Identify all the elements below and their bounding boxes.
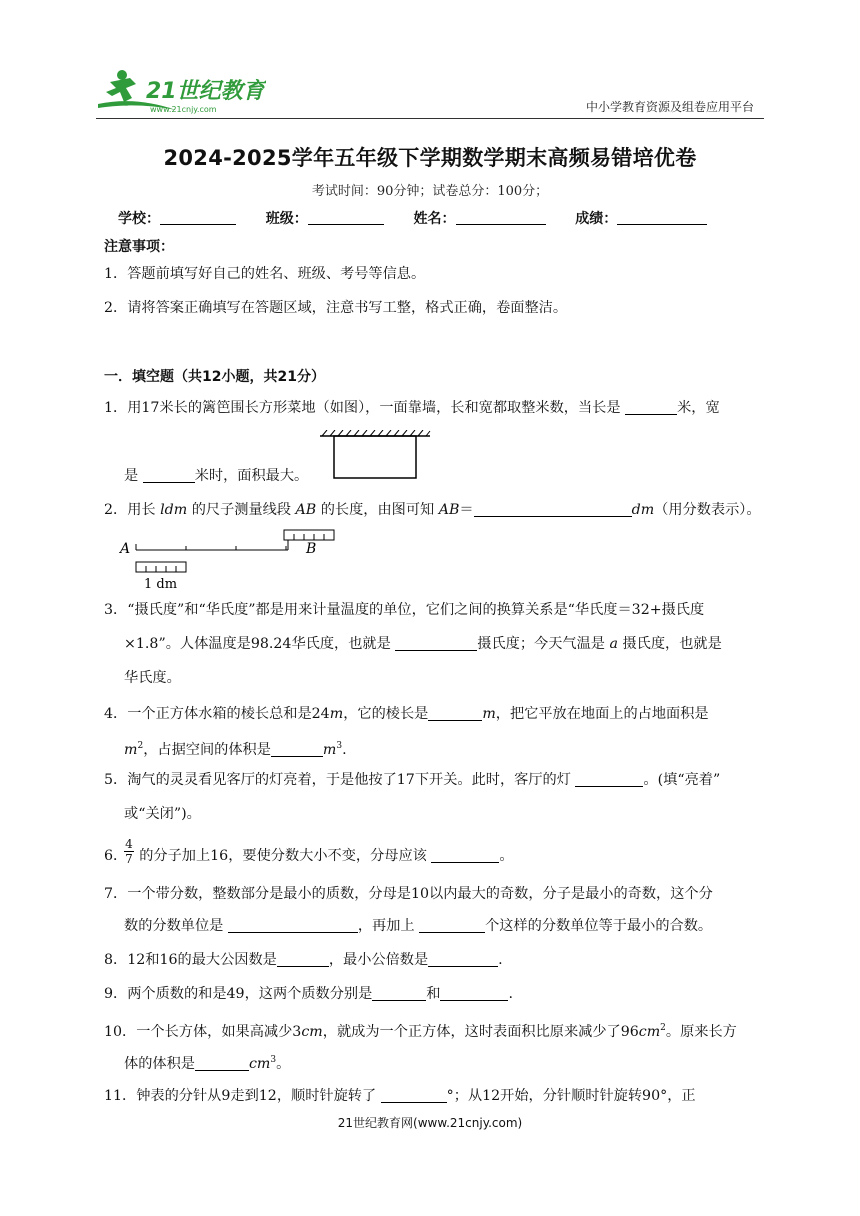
- school-field[interactable]: [160, 210, 236, 225]
- answer-blank[interactable]: [381, 1087, 447, 1103]
- question-4: 4．一个正方体水箱的棱长总和是24m，它的棱长是 m，把它平放在地面上的占地面积是: [104, 706, 709, 722]
- fence-figure: [318, 430, 434, 482]
- score-field[interactable]: [617, 210, 707, 225]
- question-5: 5．淘气的灵灵看见客厅的灯亮着，于是他按了17下开关。此时，客厅的灯 。(填“亮着”: [104, 772, 721, 788]
- section-heading: 一．填空题（共12小题，共21分）: [104, 369, 325, 385]
- point-b-label: B: [306, 541, 317, 557]
- answer-blank[interactable]: [419, 917, 485, 933]
- class-field[interactable]: [308, 210, 384, 225]
- answer-blank[interactable]: [474, 501, 632, 517]
- question-10: 10．一个长方体，如果高减少3cm，就成为一个正方体，这时表面积比原来减少了$96cm^2$。原来长方: [104, 1023, 737, 1040]
- answer-blank[interactable]: [395, 635, 477, 651]
- answer-blank[interactable]: [440, 985, 508, 1001]
- ruler-unit-label: 1 dm: [144, 577, 178, 592]
- point-a-label: A: [120, 541, 131, 557]
- note-item-1: 1．答题前填写好自己的姓名、班级、考号等信息。: [104, 266, 426, 282]
- answer-blank[interactable]: [271, 741, 323, 757]
- question-1-cont: 是 米时，面积最大。: [124, 468, 309, 484]
- header-divider: [96, 118, 764, 119]
- note-item-2: 2．请将答案正确填写在答题区域，注意书写工整，格式正确，卷面整洁。: [104, 300, 568, 316]
- score-label: 成绩：: [575, 211, 618, 227]
- logo-text: 21世纪教育: [146, 79, 265, 104]
- page-title: 2024-2025学年五年级下学期数学期末高频易错培优卷: [163, 146, 697, 170]
- answer-blank[interactable]: [372, 985, 426, 1001]
- question-5-cont: 或“关闭”)。: [124, 806, 201, 822]
- question-2: 2．用长 ldm 的尺子测量线段 AB 的长度，由图可知 AB＝ dm（用分数表示）。: [104, 502, 761, 518]
- question-11: 11．钟表的分针从9走到12，顺时针旋转了 °；从12开始，分针顺时针旋转90°，正: [104, 1088, 696, 1104]
- answer-blank[interactable]: [625, 399, 677, 415]
- fraction-4-7: 4 7: [125, 837, 133, 866]
- question-4-cont: $m^2$，占据空间的体积是 $m^3$.: [124, 741, 347, 758]
- class-label: 班级：: [265, 211, 308, 227]
- question-8: 8．12和16的最大公因数是 ，最小公倍数是 .: [104, 952, 503, 968]
- answer-blank[interactable]: [228, 917, 358, 933]
- ruler-figure: [118, 526, 348, 592]
- question-3: 3．“摄氏度”和“华氏度”都是用来计量温度的单位，它们之间的换算关系是“华氏度＝32+摄氏度: [104, 602, 705, 618]
- answer-blank[interactable]: [575, 771, 643, 787]
- question-3-cont: ×1.8”。人体温度是98.24华氏度，也就是 摄氏度；今天气温是 a 摄氏度，也就是: [124, 636, 722, 652]
- exam-subtitle: 考试时间：90分钟；试卷总分：100分；: [311, 184, 549, 199]
- answer-blank[interactable]: [428, 951, 498, 967]
- school-label: 学校：: [118, 211, 160, 227]
- question-6: 6． 的分子加上16，要使分数大小不变，分母应该 。: [104, 848, 514, 864]
- question-7-cont: 数的分数单位是 ，再加上 个这样的分数单位等于最小的合数。: [124, 918, 713, 934]
- question-1: 1．用17米长的篱笆围长方形菜地（如图），一面靠墙，长和宽都取整米数，当长是 米，宽: [104, 400, 720, 416]
- answer-blank[interactable]: [428, 705, 482, 721]
- answer-blank[interactable]: [431, 847, 499, 863]
- platform-label: 中小学教育资源及组卷应用平台: [585, 100, 754, 114]
- answer-blank[interactable]: [195, 1055, 249, 1071]
- page-footer: 21世纪教育网(www.21cnjy.com): [337, 1116, 523, 1130]
- question-3-end: 华氏度。: [124, 670, 181, 686]
- answer-blank[interactable]: [277, 951, 329, 967]
- site-logo: [96, 66, 266, 118]
- name-field[interactable]: [456, 210, 546, 225]
- question-9: 9．两个质数的和是49，这两个质数分别是 和 .: [104, 986, 513, 1002]
- name-label: 姓名：: [413, 211, 456, 227]
- student-info-line: [118, 208, 707, 228]
- answer-blank[interactable]: [143, 467, 195, 483]
- question-10-cont: 体的体积是 $cm^3$。: [124, 1055, 291, 1072]
- logo-url: www.21cnjy.com: [150, 105, 217, 114]
- question-7: 7．一个带分数，整数部分是最小的质数，分母是10以内最大的奇数，分子是最小的奇数，这个分: [104, 886, 713, 902]
- notes-heading: 注意事项：: [104, 239, 174, 255]
